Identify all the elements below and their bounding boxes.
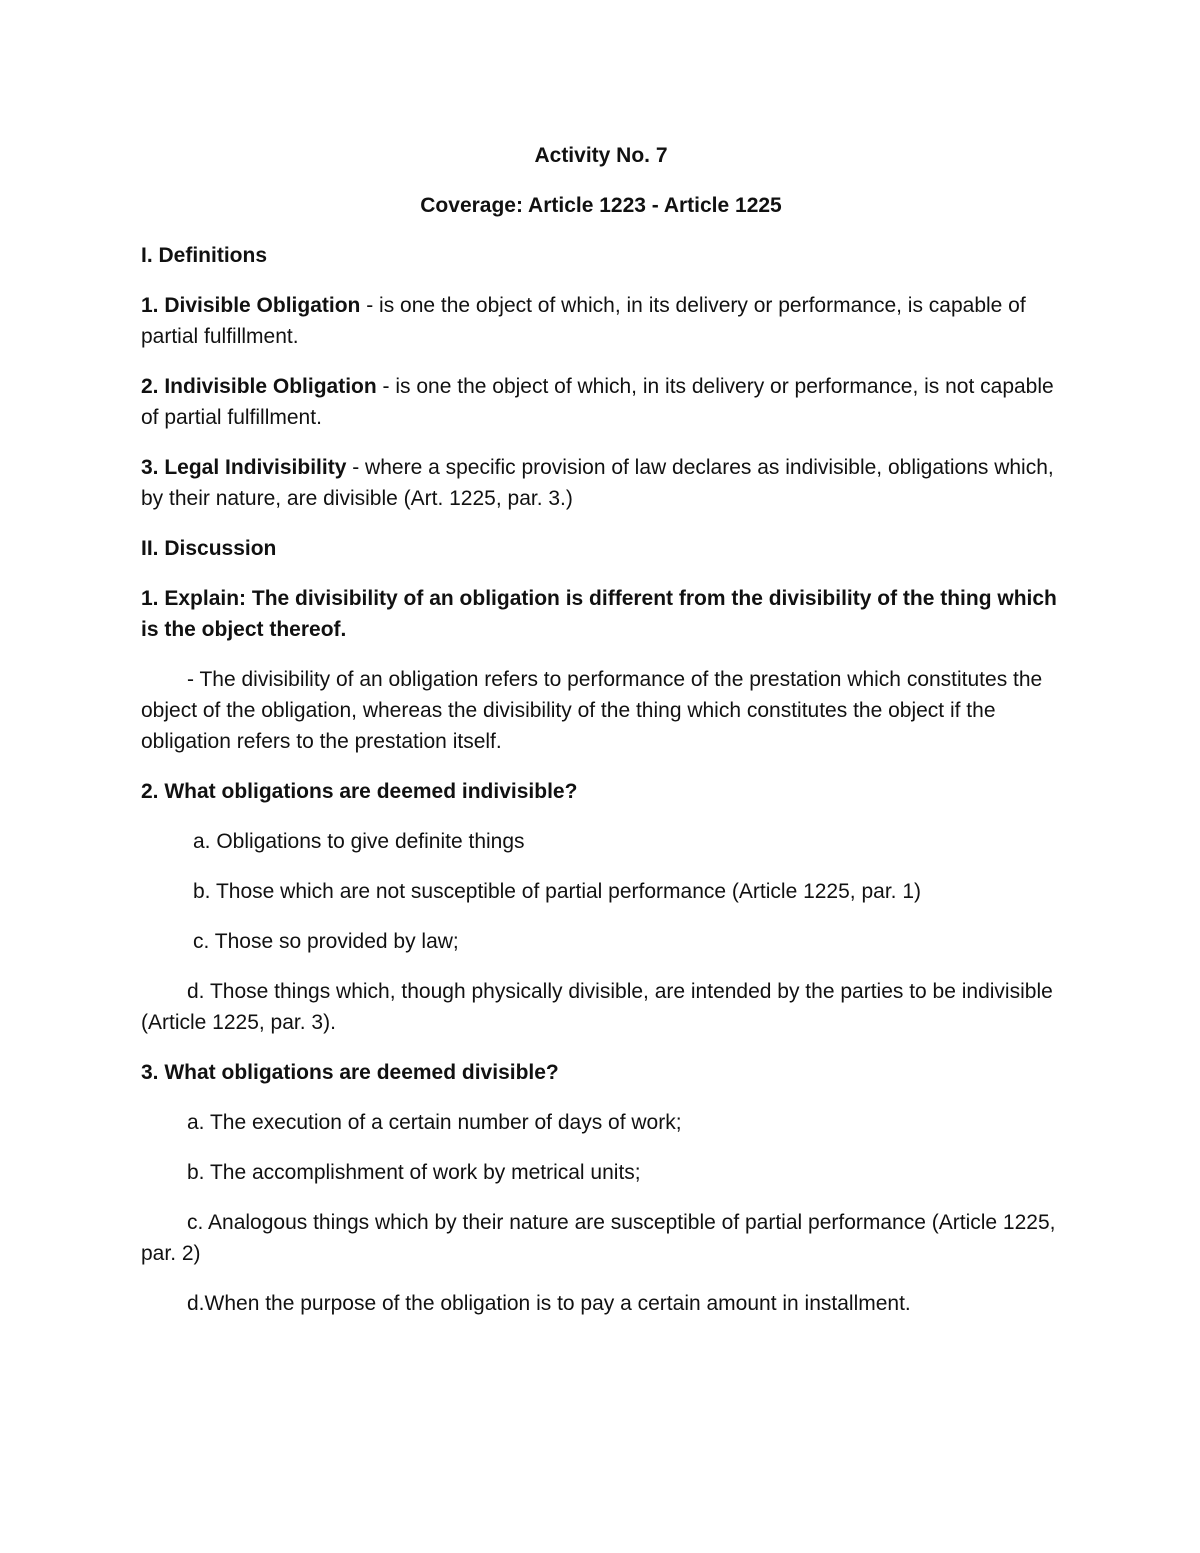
- document-title: Activity No. 7: [534, 144, 668, 167]
- list-item: b. The accomplishment of work by metrical units;: [187, 1161, 641, 1184]
- question-1: 1. Explain: The divisibility of an obligation is different from the divisibility of the thing which is the object thereof.: [141, 587, 1057, 641]
- question-3: 3. What obligations are deemed divisible?: [141, 1061, 559, 1084]
- coverage-line: Coverage: Article 1223 - Article 1225: [420, 194, 782, 217]
- definition-legal-indivisibility: [141, 452, 1061, 514]
- list-item: a. The execution of a certain number of days of work;: [187, 1111, 682, 1134]
- definition-term: 1. Divisible Obligation: [141, 294, 361, 317]
- answer-1: - The divisibility of an obligation refers to performance of the prestation which constitutes the object of the obligation, whereas the divisibility of the thing which constitutes the object if the obligation refers to the prestation itself.: [141, 668, 1043, 753]
- definition-indivisible: [141, 371, 1061, 433]
- definition-text: - is one the object of which, in its delivery or performance, is capable of partial fulfillment.: [141, 294, 1026, 348]
- list-item: d. Those things which, though physically divisible, are intended by the parties to be indivisible (Article 1225, par. 3).: [141, 980, 1053, 1034]
- list-item: c. Analogous things which by their nature are susceptible of partial performance (Article 1225, par. 2): [141, 1211, 1056, 1265]
- definition-term: 3. Legal Indivisibility: [141, 456, 347, 479]
- list-item: a. Obligations to give definite things: [193, 830, 525, 853]
- question-2: 2. What obligations are deemed indivisible?: [141, 780, 578, 803]
- list-item: b. Those which are not susceptible of partial performance (Article 1225, par. 1): [193, 880, 921, 903]
- definition-text: - where a specific provision of law declares as indivisible, obligations which, by their nature, are divisible (Art. 1225, par. 3.): [141, 456, 1054, 510]
- list-item: c. Those so provided by law;: [193, 930, 459, 953]
- list-item: d.When the purpose of the obligation is to pay a certain amount in installment.: [187, 1292, 911, 1315]
- discussion-heading: II. Discussion: [141, 537, 277, 560]
- definition-term: 2. Indivisible Obligation: [141, 375, 377, 398]
- definitions-heading: I. Definitions: [141, 244, 267, 267]
- document-page: [141, 140, 1061, 1319]
- definition-divisible: [141, 290, 1061, 352]
- definition-text: - is one the object of which, in its delivery or performance, is not capable of partial fulfillment.: [141, 375, 1054, 429]
